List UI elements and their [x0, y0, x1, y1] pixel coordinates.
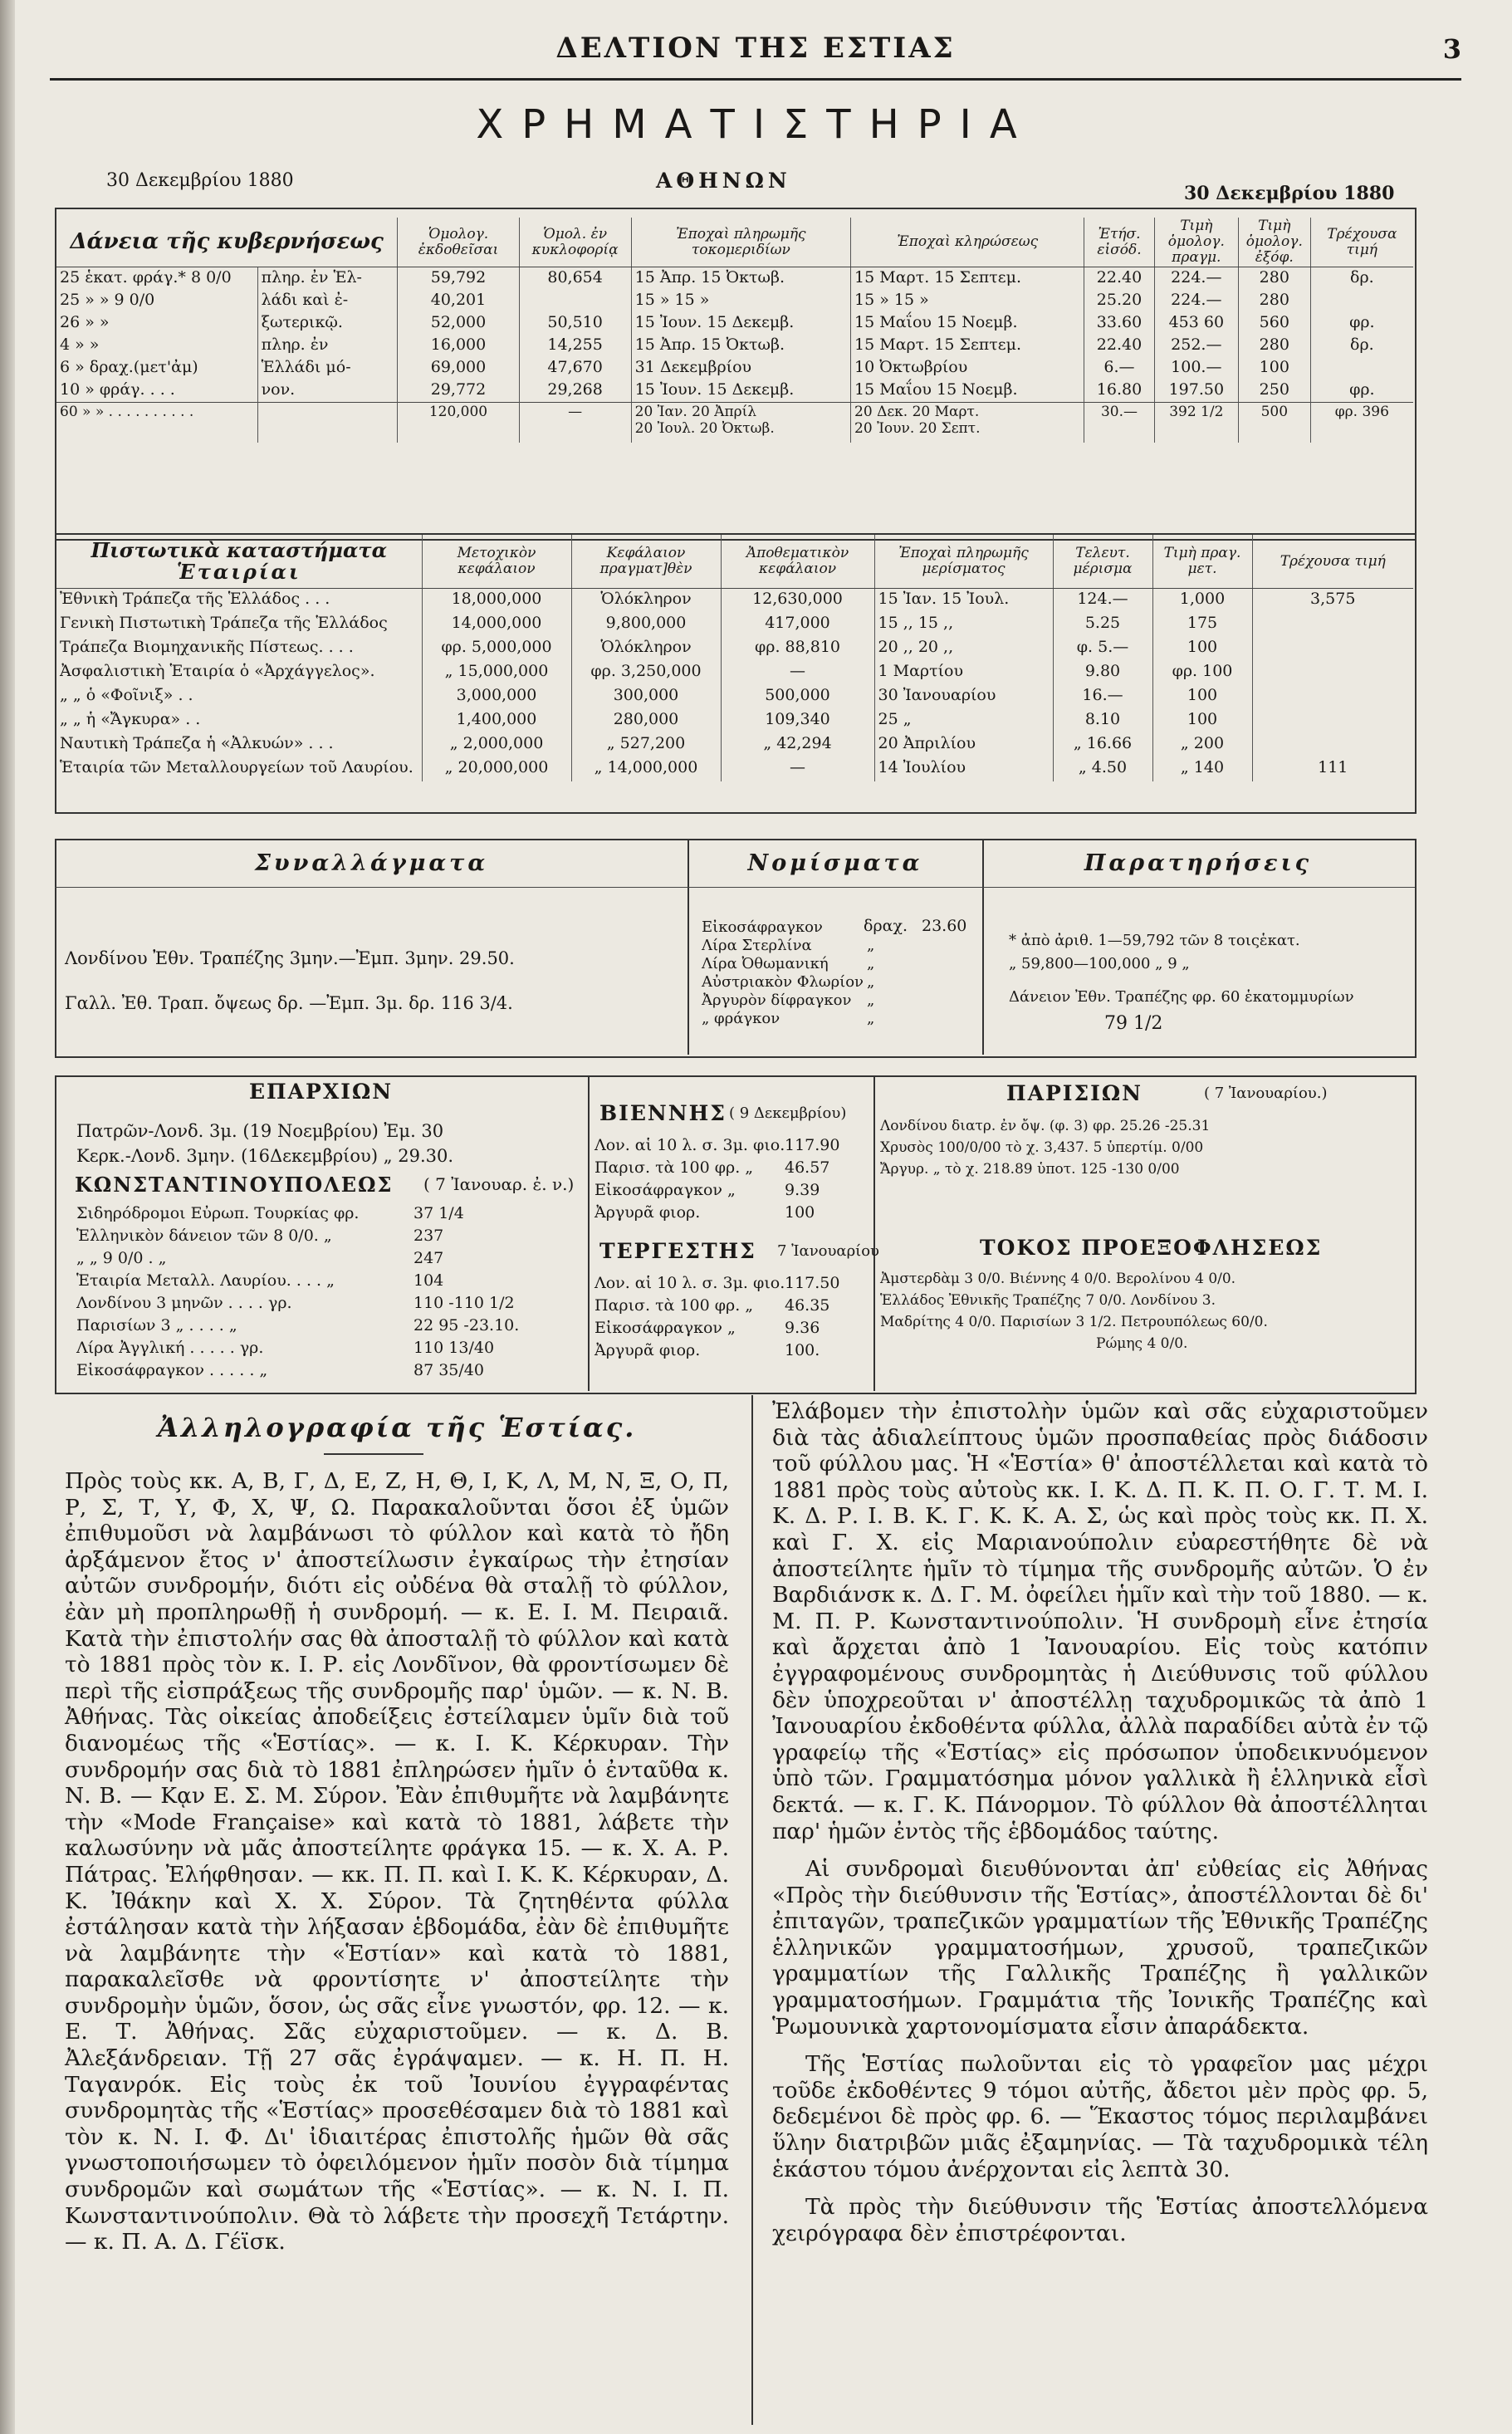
loans-cell: 26 » » [60, 313, 110, 331]
loans-cell: 25 ἑκατ. φράγ.* 8 0/0 [60, 268, 232, 286]
loans-cell: 560 [1238, 312, 1310, 335]
banks-col-dividend-dates: Ἐποχαὶ πληρωμῆς μερίσματος [874, 535, 1053, 589]
coins-unit: δραχ. [864, 917, 908, 935]
banks-cell: 8.10 [1053, 709, 1152, 733]
loans-col-issued: Ὁμολογ. ἐκδοθεῖσαι [398, 218, 519, 267]
banks-cell: Ναυτικὴ Τράπεζα ἡ «Ἀλκυών» . . . [60, 734, 334, 752]
banks-cell: „ 42,294 [721, 733, 874, 757]
loans-cell: ξωτερικῷ. [257, 312, 398, 335]
constantinople-rate-label: Παρισίων 3 „ . . . . „ [76, 1316, 237, 1335]
banks-row [56, 685, 1413, 709]
banks-cell: „ 14,000,000 [571, 757, 721, 781]
loans-row [56, 335, 1413, 357]
correspondence-paragraph: Αἱ συνδρομαὶ διευθύνονται ἀπ' εὐθείας εἰς Ἀθήνας «Πρὸς τὴν διεύθυνσιν τῆς Ἑστίας», ἀποστέλλονται δὲ δι' ἐπιταγῶν, τραπεζικῶν γραμματίων τῆς Ἐθνικῆς Τραπέζης ἑλληνικῶν γραμματοσήμων, χρυσοῦ, τραπεζικῶν γραμματίων τῆς Γαλλικῆς Τραπέζης ἢ γαλλικῶν γραμματοσήμων. Γραμμάτια τῆς Ἰονικῆς Τραπέζης καὶ Ῥωμουνικὰ χαρτονομίσματα εἶσιν ἀπαράδεκτα. [772, 1856, 1428, 2040]
banks-cell: Ὁλόκληρον [571, 637, 721, 661]
provinces-line-1: Πατρῶν-Λονδ. 3μ. (19 Νοεμβρίου) Ἐμ. 30 [76, 1121, 444, 1141]
market-date-left: 30 Δεκεμβρίου 1880 [106, 170, 294, 191]
banks-cell: φρ. 5,000,000 [422, 637, 571, 661]
banks-row [56, 637, 1413, 661]
trieste-rate-value: 117.50 [785, 1274, 840, 1292]
banks-cell: 124.— [1053, 589, 1152, 614]
provinces-heading: ΕΠΑΡΧΙΩΝ [249, 1080, 394, 1104]
banks-cell: 16.— [1053, 685, 1152, 709]
constantinople-rate-value: 110 -110 1/2 [413, 1294, 515, 1312]
loans-cell: 22.40 [1084, 267, 1154, 291]
constantinople-date: ( 7 Ἰανουαρ. ἐ. ν.) [423, 1174, 575, 1194]
correspondence-divider [751, 1395, 753, 2425]
banks-cell: 20 ,, 20 ,, [874, 637, 1053, 661]
banks-cell: 5.25 [1053, 613, 1152, 637]
banks-cell: φ. 5.— [1053, 637, 1152, 661]
loans-cell: 100.— [1154, 357, 1238, 380]
constantinople-rate-label: Σιδηρόδρομοι Εὐρωπ. Τουρκίας φρ. [76, 1204, 360, 1222]
exchange-divider-1 [687, 839, 689, 1055]
banks-cell: „ 2,000,000 [422, 733, 571, 757]
loans-cell: 15 Ἰουν. 15 Δεκεμβ. [631, 380, 850, 403]
banks-cell: „ 200 [1152, 733, 1252, 757]
discount-line-2: Ἑλλάδος Ἐθνικῆς Τραπέζης 7 0/0. Λονδίνου 3. [880, 1292, 1216, 1309]
banks-col-reserve: Ἀποθεματικὸν κεφάλαιον [721, 535, 874, 589]
banks-table [56, 535, 1413, 781]
header-rule [50, 78, 1461, 81]
paris-line-3: Ἄργυρ. „ τὸ χ. 218.89 ὑποτ. 125 -130 0/00 [880, 1161, 1180, 1178]
loans-col-current: Τρέχουσα τιμή [1310, 218, 1413, 267]
banks-cell: 300,000 [571, 685, 721, 709]
banks-col-last-dividend: Τελευτ. μέρισμα [1053, 535, 1152, 589]
provinces-divider-2 [873, 1075, 875, 1391]
coin-item: Αὐστριακὸν Φλωρίον [702, 973, 864, 991]
constantinople-rate-label: Ἑλληνικὸν δάνειον τῶν 8 0/0. „ [76, 1227, 332, 1245]
coin-item: Ἀργυρὸν δίφραγκον [702, 992, 852, 1009]
correspondence-paragraph: Τῆς Ἑστίας πωλοῦνται εἰς τὸ γραφεῖον μας μέχρι τοῦδε ἐκδοθέντες 9 τόμοι αὐτῆς, ἄδετοι μὲν πρὸς φρ. 5, δεδεμένοι δὲ πρὸς φρ. 6. — Ἕκαστος τόμος περιλαμβάνει ὕλην διατριβῶν μιᾶς ἐξαμηνίας. — Τὰ ταχυδρομικὰ τέλη ἑκάστου τόμου ἀνέρχονται εἰς λεπτὰ 30. [772, 2051, 1428, 2182]
banks-cell: 25 „ [874, 709, 1053, 733]
banks-col-capital: Μετοχικὸν κεφάλαιον [422, 535, 571, 589]
constantinople-rate-label: Εἰκοσάφραγκον . . . . . „ [76, 1361, 268, 1379]
loans-row [56, 312, 1413, 335]
loans-col-draw-dates: Ἐποχαὶ κληρώσεως [851, 218, 1084, 267]
loans-cell: 25 » » 9 0/0 [60, 291, 155, 309]
loans-cell: 4 » » [60, 335, 100, 354]
loans-cell: 31 Δεκεμβρίου [631, 357, 850, 380]
running-header [50, 25, 1461, 75]
banks-cell: „ 527,200 [571, 733, 721, 757]
loans-cell: 10 » φράγ. . . . [60, 380, 175, 399]
page-number: 3 [1442, 33, 1461, 65]
loans-cell: πληρ. ἐν Ἑλ- [257, 267, 398, 291]
exchange-divider-2 [982, 839, 984, 1055]
loans-cell: 16,000 [398, 335, 519, 357]
constantinople-rate-label: „ „ 9 0/0 . „ [76, 1249, 167, 1267]
banks-cell: 14 Ἰουλίου [874, 757, 1053, 781]
paris-heading: ΠΑΡΙΣΙΩΝ [1006, 1081, 1143, 1105]
banks-cell: 100 [1152, 637, 1252, 661]
exchange-line-1: Λονδίνου Ἐθν. Τραπέζης 3μην.—Ἐμπ. 3μην. 29.50. [65, 948, 515, 968]
loans-cell: 280 [1238, 290, 1310, 312]
banks-cell: 100 [1152, 685, 1252, 709]
constantinople-rate-value: 104 [413, 1271, 444, 1290]
banks-cell: Ἀσφαλιστικὴ Ἑταιρία ὁ «Ἀρχάγγελος». [60, 662, 375, 680]
coin-item: Λίρα Στερλίνα [702, 937, 812, 954]
vienna-rate-value: 9.39 [785, 1181, 820, 1199]
coin-ditto: „ [867, 937, 875, 954]
discount-line-3: Μαδρίτης 4 0/0. Παρισίων 3 1/2. Πετρουπόλεως 60/0. [880, 1314, 1268, 1330]
loans-cell: 15 Μαρτ. 15 Σεπτεμ. [851, 335, 1084, 357]
banks-row [56, 757, 1413, 781]
loans-cell: 14,255 [519, 335, 631, 357]
banks-row [56, 709, 1413, 733]
banks-cell: Ἐθνικὴ Τράπεζα τῆς Ἑλλάδος . . . [60, 590, 330, 608]
banks-cell: 9,800,000 [571, 613, 721, 637]
banks-cell: 111 [1252, 757, 1413, 781]
loans-cell: 100 [1238, 357, 1310, 380]
notes-heading: Παρατηρήσεις [1084, 850, 1313, 876]
paris-line-1: Λονδίνου διατρ. ἐν ὄψ. (φ. 3) φρ. 25.26 -25.31 [880, 1118, 1211, 1134]
coin-ditto: „ [867, 973, 875, 991]
banks-cell: „ „ ἡ «Ἄγκυρα» . . [60, 710, 201, 728]
banks-cell: 12,630,000 [721, 589, 874, 614]
loans-cell: 15 Ἀπρ. 15 Ὀκτωβ. [631, 335, 850, 357]
constantinople-rate-value: 22 95 -23.10. [413, 1316, 520, 1335]
market-city: ΑΘΗΝΩΝ [656, 169, 791, 193]
banks-cell: 14,000,000 [422, 613, 571, 637]
correspondence-heading: Ἀλληλογραφία τῆς Ἑστίας. [158, 1412, 637, 1443]
loans-cell: 59,792 [398, 267, 519, 291]
loans-cell: 20 Ἰαν. 20 Ἀπρίλ 20 Ἰουλ. 20 Ὀκτωβ. [631, 403, 850, 443]
banks-cell: — [721, 757, 874, 781]
banks-cell [1252, 637, 1413, 661]
loans-cell: 10 Ὀκτωβρίου [851, 357, 1084, 380]
vienna-rate-label: Εἰκοσάφραγκον „ [595, 1181, 736, 1199]
loans-cell: 120,000 [398, 403, 519, 443]
coin-ditto: „ [867, 992, 875, 1009]
correspondence-paragraph: Τὰ πρὸς τὴν διεύθυνσιν τῆς Ἑστίας ἀποστελλόμενα χειρόγραφα δὲν ἐπιστρέφονται. [772, 2194, 1428, 2246]
loans-cell: 69,000 [398, 357, 519, 380]
trieste-rate-value: 100. [785, 1341, 820, 1359]
banks-cell: „ „ ὁ «Φοῖνιξ» . . [60, 686, 193, 704]
correspondence-right-column [772, 1398, 1428, 2246]
loans-row [56, 290, 1413, 312]
banks-cell: φρ. 3,250,000 [571, 661, 721, 685]
loans-cell: 197.50 [1154, 380, 1238, 403]
banks-row [56, 589, 1413, 614]
banks-cell: „ 20,000,000 [422, 757, 571, 781]
banks-cell: 1,400,000 [422, 709, 571, 733]
coins-heading: Νομίσματα [747, 850, 923, 876]
loans-cell: 280 [1238, 335, 1310, 357]
coins-value: 23.60 [922, 917, 967, 935]
correspondence-left-column [65, 1468, 729, 2255]
loans-cell: 29,772 [398, 380, 519, 403]
loans-cell: 16.80 [1084, 380, 1154, 403]
notes-line-3: Δάνειον Ἐθν. Τραπέζης φρ. 60 ἑκατομμυρίων [1009, 988, 1354, 1006]
constantinople-rate-value: 237 [413, 1227, 444, 1245]
trieste-rate-value: 9.36 [785, 1319, 820, 1337]
loans-col-coupon-dates: Ἐποχαὶ πληρωμῆς τοκομεριδίων [631, 218, 850, 267]
vienna-rate-label: Λον. αἱ 10 λ. σ. 3μ. φιο. [595, 1136, 785, 1154]
loans-cell: 60 » » . . . . . . . . . . [60, 404, 194, 420]
banks-col-current: Τρέχουσα τιμή [1252, 535, 1413, 589]
banks-cell: 3,000,000 [422, 685, 571, 709]
banks-cell: 15 ,, 15 ,, [874, 613, 1053, 637]
loans-cell: 52,000 [398, 312, 519, 335]
constantinople-rate-label: Λίρα Ἀγγλική . . . . . γρ. [76, 1339, 264, 1357]
trieste-heading: ΤΕΡΓΕΣΤΗΣ [599, 1239, 756, 1263]
discount-heading: ΤΟΚΟΣ ΠΡΟΕΞΟΦΛΗΣΕΩΣ [980, 1236, 1323, 1260]
loans-cell: φρ. 396 [1310, 403, 1413, 443]
banks-cell: φρ. 88,810 [721, 637, 874, 661]
loans-cell: 15 Μαρτ. 15 Σεπτεμ. [851, 267, 1084, 291]
loans-cell: 250 [1238, 380, 1310, 403]
coin-ditto: „ [867, 1010, 875, 1027]
banks-cell: 280,000 [571, 709, 721, 733]
trieste-rate-label: Εἰκοσάφραγκον „ [595, 1319, 736, 1337]
coin-ditto: „ [867, 955, 875, 972]
constantinople-rate-label: Λονδίνου 3 μηνῶν . . . . γρ. [76, 1294, 292, 1312]
banks-cell: Γενικὴ Πιστωτικὴ Τράπεζα τῆς Ἑλλάδος [60, 614, 388, 632]
vienna-date: ( 9 Δεκεμβρίου) [729, 1104, 847, 1122]
trieste-rate-label: Ἀργυρᾶ φιορ. [595, 1341, 701, 1359]
loans-cell: 29,268 [519, 380, 631, 403]
page-binding-shadow [0, 0, 15, 2434]
banks-cell: „ 140 [1152, 757, 1252, 781]
loans-cell: 30.— [1084, 403, 1154, 443]
exchange-heading: Συναλλάγματα [254, 850, 489, 876]
paris-line-2: Χρυσὸς 100/0/00 τὸ χ. 3,437. 5 ὑπερτίμ. 0/00 [880, 1139, 1204, 1156]
loans-cell: φρ. [1310, 312, 1413, 335]
banks-cell: 30 Ἰανουαρίου [874, 685, 1053, 709]
banks-cell: „ 15,000,000 [422, 661, 571, 685]
loans-cell: δρ. [1310, 335, 1413, 357]
loans-cell: 6 » δραχ.(μετ'ἀμ) [60, 358, 198, 376]
constantinople-rate-value: 87 35/40 [413, 1361, 484, 1379]
banks-cell: 9.80 [1053, 661, 1152, 685]
loans-cell: δρ. [1310, 267, 1413, 291]
banks-cell: 500,000 [721, 685, 874, 709]
loans-cell: 252.— [1154, 335, 1238, 357]
banks-cell: 3,575 [1252, 589, 1413, 614]
loans-cell: 33.60 [1084, 312, 1154, 335]
loans-cell: 392 1/2 [1154, 403, 1238, 443]
discount-line-4: Ρώμης 4 0/0. [1096, 1335, 1188, 1352]
loans-cell [1310, 290, 1413, 312]
banks-cell: 15 Ἰαν. 15 Ἰουλ. [874, 589, 1053, 614]
correspondence-heading-rule [324, 1453, 423, 1455]
banks-cell: 20 Ἀπριλίου [874, 733, 1053, 757]
loans-cell: — [519, 403, 631, 443]
vienna-heading: ΒΙΕΝΝΗΣ [599, 1101, 727, 1125]
loans-cell: 80,654 [519, 267, 631, 291]
correspondence-paragraph: Ἐλάβομεν τὴν ἐπιστολὴν ὑμῶν καὶ σᾶς εὐχαριστοῦμεν διὰ τὰς ἀδιαλείπτους ὑμῶν προσπαθείας πρὸς διάδοσιν τοῦ φύλλου μας. Ἡ «Ἑστία» θ' ἀποστέλλεται καὶ κατὰ τὸ 1881 πρὸς τοὺς αὐτοὺς κκ. Ι. Κ. Δ. Π. Κ. Π. Ο. Γ. Τ. Μ. Ι. Κ. Δ. Ρ. Ι. Β. Κ. Γ. Κ. Κ. Α. Σ, ὡς καὶ πρὸς τοὺς κκ. Π. Χ. καὶ Γ. Χ. εἰς Μαριανούπολιν εὐαρεστήθητε δὲ νὰ ἀποστείλητε ἡμῖν τὸ τίμημα τῆς συνδρομῆς αὐτῶν. Ὁ ἐν Βαρδιάνσκ κ. Δ. Γ. Μ. ὀφείλει ἡμῖν καὶ τὴν τοῦ 1880. — κ. Μ. Π. Ρ. Κωνσταντινούπολιν. Ἡ συνδρομὴ εἶνε ἐτησία καὶ ἄρχεται ἀπὸ 1 Ἰανουαρίου. Εἰς τοὺς κατόπιν ἐγγραφομένους συνδρομητὰς ἡ Διεύθυνσις τοῦ φύλλου δὲν ὑποχρεοῦται ν' ἀποστέλλῃ ταχυδρομικῶς τὰ ἀπὸ 1 Ἰανουαρίου ἐκδοθέντα φύλλα, ἀλλὰ παραδίδει αὐτὰ ἐν τῷ γραφείῳ τῆς «Ἑστίας» εἰς πρόσωπον ὑποδεικνυόμενον ὑπὸ τῶν. Γραμματόσημα μόνον γαλλικὰ ἢ ἑλληνικὰ εἶσὶ δεκτά. — κ. Γ. Κ. Πάνορμον. Τὸ φύλλον θὰ ἀποστέλληται παρ' ἡμῶν ἐντὸς τῆς ἑβδομάδος ταύτης. [772, 1398, 1428, 1844]
vienna-rate-label: Παρισ. τὰ 100 φρ. „ [595, 1158, 754, 1177]
banks-cell [1252, 733, 1413, 757]
banks-cell: Ἑταιρία τῶν Μεταλλουργείων τοῦ Λαυρίου. [60, 758, 413, 776]
constantinople-rate-value: 110 13/40 [413, 1339, 495, 1357]
loans-row [56, 267, 1413, 291]
loans-row [56, 403, 1413, 443]
exchange-heading-rule [55, 887, 1415, 888]
banks-cell [1252, 613, 1413, 637]
loans-col-circulating: Ὁμολ. ἐν κυκλοφορίᾳ [519, 218, 631, 267]
market-date-right: 30 Δεκεμβρίου 1880 [1184, 183, 1395, 204]
notes-line-1: * ἀπὸ ἀριθ. 1—59,792 τῶν 8 τοιςἑκατ. [1009, 932, 1300, 949]
notes-line-4: 79 1/2 [1104, 1013, 1163, 1034]
banks-cell [1252, 661, 1413, 685]
journal-title: ΔΕΛΤΙΟΝ ΤΗΣ ΕΣΤΙΑΣ [555, 32, 956, 65]
loans-cell: 15 Ἀπρ. 15 Ὀκτωβ. [631, 267, 850, 291]
loans-cell: 280 [1238, 267, 1310, 291]
loans-cell: 15 » 15 » [631, 290, 850, 312]
banks-cell: — [721, 661, 874, 685]
loans-cell: νον. [257, 380, 398, 403]
loans-row [56, 380, 1413, 403]
coin-item: Λίρα Ὀθωμανική [702, 955, 829, 972]
loans-cell: 453 60 [1154, 312, 1238, 335]
banks-row [56, 733, 1413, 757]
loans-heading: Δάνεια τῆς κυβερνήσεως [56, 218, 398, 267]
banks-col-share-price: Τιμὴ πραγ. μετ. [1152, 535, 1252, 589]
banks-cell: Ὁλόκληρον [571, 589, 721, 614]
loans-cell [519, 290, 631, 312]
loans-col-price-paid: Τιμὴ ὁμολογ. ἐξόφ. [1238, 218, 1310, 267]
banks-row [56, 613, 1413, 637]
loans-cell: 6.— [1084, 357, 1154, 380]
notes-line-2: „ 59,800—100,000 „ 9 „ [1009, 955, 1190, 972]
banks-heading-line2: Ἑταιρίαι [176, 560, 301, 584]
trieste-rate-value: 46.35 [785, 1296, 830, 1315]
trieste-rate-label: Λον. αἱ 10 λ. σ. 3μ. φιο. [595, 1274, 785, 1292]
trieste-rate-label: Παρισ. τὰ 100 φρ. „ [595, 1296, 754, 1315]
banks-cell [1252, 685, 1413, 709]
loans-cell: λάδι καὶ ἐ- [257, 290, 398, 312]
loans-cell: 20 Δεκ. 20 Μαρτ. 20 Ἰουν. 20 Σεπτ. [851, 403, 1084, 443]
banks-heading [56, 535, 422, 589]
provinces-line-2: Κερκ.-Λονδ. 3μην. (16Δεκεμβρίου) „ 29.30. [76, 1146, 454, 1166]
discount-line-1: Ἀμστερδὰμ 3 0/0. Βιέννης 4 0/0. Βερολίνου 4 0/0. [880, 1271, 1236, 1287]
banks-col-paid: Κεφάλαιον πραγματ]θὲν [571, 535, 721, 589]
trieste-date: 7 Ἰανουαρίου [777, 1242, 880, 1260]
loans-cell: 15 Μαΐου 15 Νοεμβ. [851, 380, 1084, 403]
vienna-rate-value: 46.57 [785, 1158, 830, 1177]
loans-cell: 15 Ἰουν. 15 Δεκεμβ. [631, 312, 850, 335]
constantinople-rate-value: 37 1/4 [413, 1204, 464, 1222]
constantinople-rate-value: 247 [413, 1249, 444, 1267]
banks-cell: 100 [1152, 709, 1252, 733]
loans-col-price-real: Τιμὴ ὁμολογ. πραγμ. [1154, 218, 1238, 267]
vienna-rate-value: 100 [785, 1203, 815, 1222]
banks-cell: „ 16.66 [1053, 733, 1152, 757]
banks-cell: 417,000 [721, 613, 874, 637]
banks-cell: 1,000 [1152, 589, 1252, 614]
loans-row [56, 357, 1413, 380]
banks-row [56, 661, 1413, 685]
banks-cell: Τράπεζα Βιομηχανικῆς Πίστεως. . . . [60, 638, 354, 656]
section-title: ΧΡΗΜΑΤΙΣΤΗΡΙΑ [476, 101, 1035, 148]
loans-cell: 47,670 [519, 357, 631, 380]
loans-cell: 224.— [1154, 290, 1238, 312]
loans-cell: 15 » 15 » [851, 290, 1084, 312]
loans-cell: 25.20 [1084, 290, 1154, 312]
banks-cell [1252, 709, 1413, 733]
exchange-line-2: Γαλλ. Ἐθ. Τραπ. ὄψεως δρ. —Ἐμπ. 3μ. δρ. 116 3/4. [65, 993, 513, 1013]
vienna-rate-value: 117.90 [785, 1136, 840, 1154]
loans-cell [1310, 357, 1413, 380]
loans-cell: 500 [1238, 403, 1310, 443]
banks-cell: 175 [1152, 613, 1252, 637]
loans-table [56, 218, 1413, 443]
loans-cell: φρ. [1310, 380, 1413, 403]
banks-cell: 18,000,000 [422, 589, 571, 614]
banks-cell: 109,340 [721, 709, 874, 733]
provinces-divider-1 [588, 1075, 590, 1391]
loans-cell: 15 Μαΐου 15 Νοεμβ. [851, 312, 1084, 335]
banks-cell: 1 Μαρτίου [874, 661, 1053, 685]
loans-cell: Ἑλλάδι μό- [257, 357, 398, 380]
coin-item: „ φράγκον [702, 1010, 780, 1027]
loans-cell: 50,510 [519, 312, 631, 335]
loans-cell [257, 403, 398, 443]
loans-cell: πληρ. ἐν [257, 335, 398, 357]
paris-date: ( 7 Ἰανουαρίου.) [1204, 1085, 1328, 1102]
constantinople-heading: ΚΩΝΣΤΑΝΤΙΝΟΥΠΟΛΕΩΣ [75, 1173, 394, 1197]
loans-cell: 22.40 [1084, 335, 1154, 357]
banks-cell: φρ. 100 [1152, 661, 1252, 685]
loans-cell: 224.— [1154, 267, 1238, 291]
banks-heading-line1: Πιστωτικὰ καταστήματα [91, 538, 388, 562]
coin-item: Εἰκοσάφραγκον [702, 918, 823, 936]
correspondence-paragraph: Πρὸς τοὺς κκ. Α, Β, Γ, Δ, Ε, Ζ, Η, Θ, Ι, Κ, Λ, Μ, Ν, Ξ, Ο, Π, Ρ, Σ, Τ, Υ, Φ, Χ, Ψ, Ω. Παρακαλοῦνται ὅσοι ἐξ ὑμῶν ἐπιθυμοῦσι νὰ λαμβάνωσι τὸ φύλλον καὶ κατὰ τὸ ἤδη ἀρξάμενον ἔτος ν' ἀποστείλωσιν ἐγκαίρως τὴν ἐτησίαν αὐτῶν συνδρομήν, διότι εἰς οὐδένα θὰ σταλῇ τὸ φύλλον, ἐὰν μὴ προπληρωθῇ ἡ συνδρομή. — κ. Ε. Ι. Μ. Πειραιᾶ. Κατὰ τὴν ἐπιστολήν σας θὰ ἀποσταλῇ τὸ φύλλον καὶ κατὰ τὸ 1881 πρὸς τὸν κ. Ι. Ρ. εἰς Λονδῖνον, θὰ φροντίσωμεν δὲ περὶ τῆς εἰσπράξεως τῆς συνδρομῆς παρ' ὑμῶν. — κ. Ν. Β. Ἀθήνας. Τὰς οἰκείας ἀποδείξεις ἐστείλαμεν ὑμῖν διὰ τοῦ διανομέως τῆς «Ἑστίας». — κ. Ι. Κ. Κέρκυραν. Τὴν συνδρομήν σας διὰ τὸ 1881 ἐπληρώσεν ἡμῖν ὁ ἐνταῦθα κ. Ν. Β. — Κᾳν Ε. Σ. Μ. Σύρον. Ἐὰν ἐπιθυμῆτε νὰ λαμβάνητε τὴν «Mode Française» καὶ κατὰ τὸ 1881, λάβετε τὴν καλωσύνην νὰ μᾶς ἀποστείλητε φράγκα 15. — κ. Χ. Α. Ρ. Πάτρας. Ἐλήφθησαν. — κκ. Π. Π. καὶ Ι. Κ. Κ. Κέρκυραν, Δ. Κ. Ἰθάκην καὶ Χ. Χ. Σύρον. Τὰ ζητηθέντα φύλλα ἐστάλησαν κατὰ τὴν λήξασαν ἑβδομάδα, ἐὰν δὲ ἐπιθυμῆτε νὰ λαμβάνητε τὴν «Ἑστίαν» καὶ κατὰ τὸ 1881, παρακαλεῖσθε νὰ φροντίσητε ν' ἀποστείλητε τὴν συνδρομὴν ὑμῶν, ὅσον, ὡς σᾶς εἶνε γνωστόν, φρ. 12. — κ. Ε. Τ. Ἀθήνας. Σᾶς εὐχαριστοῦμεν. — κ. Δ. Β. Ἀλεξάνδρειαν. Τῇ 27 σᾶς ἐγράψαμεν. — κ. Η. Π. Η. Ταγανρόκ. Εἰς τοὺς ἐκ τοῦ Ἰουνίου ἐγγραφέντας συνδρομητὰς τῆς «Ἑστίας» προσεθέσαμεν διὰ τὸ 1881 καὶ τὸν κ. Ν. Ι. Φ. Δι' ἰδιαιτέρας ἐπιστολῆς ἡμῶν θὰ σᾶς γνωστοποιήσωμεν τὸ ὀφειλόμενον ἡμῖν ποσὸν διὰ τίμημα συνδρομῶν καὶ σωμάτων τῆς «Ἑστίας». — κ. Ν. Ι. Π. Κωνσταντινούπολιν. Θὰ τὸ λάβετε τὴν προσεχῆ Τετάρτην. — κ. Π. Α. Δ. Γέϊσκ. [65, 1468, 729, 2255]
loans-col-annual-income: Ἐτήσ. εἰσόδ. [1084, 218, 1154, 267]
vienna-rate-label: Ἀργυρᾶ φιορ. [595, 1203, 701, 1222]
constantinople-rate-label: Ἑταιρία Μεταλλ. Λαυρίου. . . . „ [76, 1271, 335, 1290]
banks-cell: „ 4.50 [1053, 757, 1152, 781]
loans-cell: 40,201 [398, 290, 519, 312]
